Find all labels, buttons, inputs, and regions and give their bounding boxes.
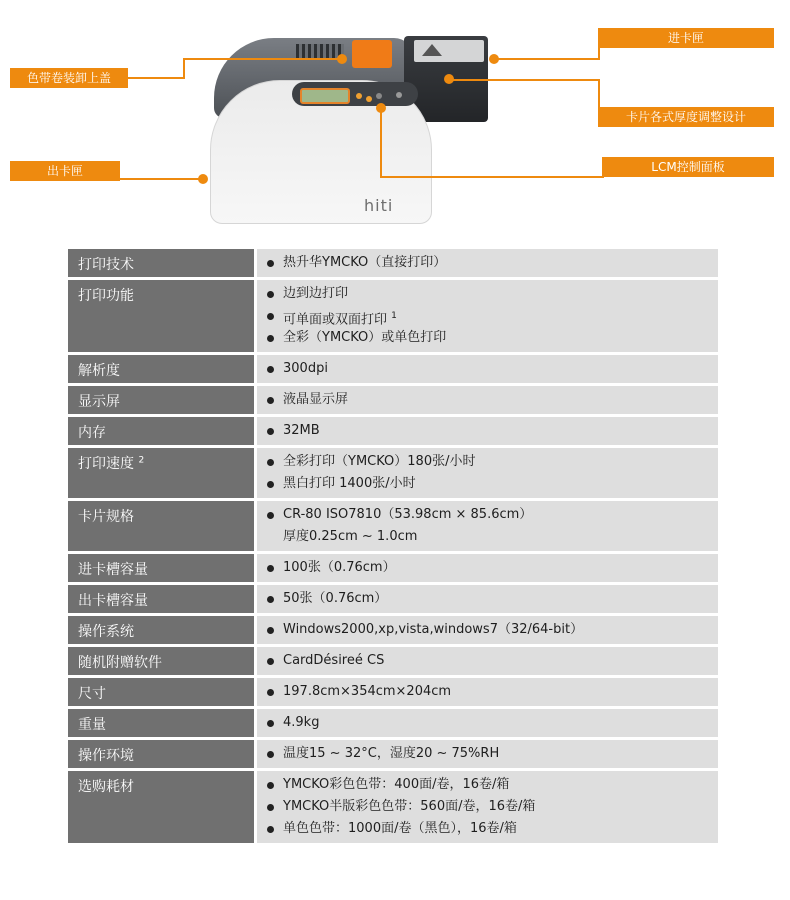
spec-label-cell bbox=[68, 386, 257, 414]
spec-label-cell bbox=[68, 616, 257, 644]
spec-value-line bbox=[267, 650, 710, 672]
panel-button-icon bbox=[376, 93, 382, 99]
leader-dot bbox=[337, 54, 347, 64]
spec-label: 卡片规格 bbox=[78, 509, 134, 525]
spec-label: 打印功能 bbox=[78, 288, 134, 304]
leader-line bbox=[450, 79, 600, 81]
spec-value-cell bbox=[257, 386, 718, 414]
spec-value-text: 温度15 ~ 32°C，湿度20 ~ 75%RH bbox=[283, 746, 500, 761]
product-figure bbox=[0, 0, 790, 232]
spec-value-cell bbox=[257, 554, 718, 582]
spec-row bbox=[68, 740, 718, 768]
callout-top-cover: 色带卷装卸上盖 bbox=[10, 68, 128, 88]
printer-logo: hiti bbox=[364, 196, 394, 215]
spec-value-text: 热升华YMCKO（直接打印） bbox=[283, 255, 447, 270]
spec-value-line bbox=[267, 557, 710, 579]
spec-row bbox=[68, 355, 718, 383]
spec-value-line bbox=[267, 473, 710, 495]
spec-value-line bbox=[267, 358, 710, 380]
feed-arrow-icon bbox=[422, 44, 442, 56]
spec-table bbox=[68, 246, 718, 846]
spec-label: 打印速度 bbox=[78, 456, 134, 472]
leader-line bbox=[380, 176, 604, 178]
spec-label-cell bbox=[68, 647, 257, 675]
spec-row bbox=[68, 249, 718, 277]
spec-value-line bbox=[267, 796, 710, 818]
spec-value-line bbox=[267, 420, 710, 442]
spec-label: 内存 bbox=[78, 425, 106, 441]
leader-dot bbox=[489, 54, 499, 64]
spec-value-cell bbox=[257, 647, 718, 675]
spec-value-cell bbox=[257, 709, 718, 737]
spec-label-footnote: 2 bbox=[138, 455, 145, 466]
spec-row bbox=[68, 448, 718, 498]
spec-row bbox=[68, 280, 718, 352]
spec-row bbox=[68, 678, 718, 706]
spec-value-line bbox=[267, 305, 710, 327]
spec-value-text: CardDésireé CS bbox=[283, 653, 385, 668]
spec-label-cell bbox=[68, 740, 257, 768]
leader-line bbox=[380, 108, 382, 178]
spec-label-cell bbox=[68, 771, 257, 843]
spec-row bbox=[68, 585, 718, 613]
callout-input-hopper: 进卡匣 bbox=[598, 28, 774, 48]
spec-value-cell bbox=[257, 585, 718, 613]
spec-value-line bbox=[267, 818, 710, 840]
spec-label: 进卡槽容量 bbox=[78, 562, 148, 578]
callout-output-hopper: 出卡匣 bbox=[10, 161, 120, 181]
spec-value-line bbox=[267, 712, 710, 734]
spec-value-cell bbox=[257, 417, 718, 445]
spec-value-line bbox=[267, 283, 710, 305]
spec-value-line bbox=[267, 588, 710, 610]
lcd-screen bbox=[300, 88, 350, 104]
spec-value-text: 可单面或双面打印 bbox=[283, 312, 388, 328]
spec-value-line bbox=[267, 451, 710, 473]
spec-label-cell bbox=[68, 280, 257, 352]
spec-value-cell bbox=[257, 678, 718, 706]
leader-line bbox=[183, 58, 339, 60]
callout-thickness-adjust: 卡片各式厚度调整设计 bbox=[598, 107, 774, 127]
spec-label-cell bbox=[68, 448, 257, 498]
spec-value-text: 197.8cm×354cm×204cm bbox=[283, 684, 452, 699]
spec-value-line bbox=[267, 743, 710, 765]
spec-value-text: 300dpi bbox=[283, 361, 328, 376]
spec-value-cell bbox=[257, 280, 718, 352]
spec-label-cell bbox=[68, 585, 257, 613]
spec-value-line bbox=[267, 389, 710, 411]
spec-label: 操作环境 bbox=[78, 748, 134, 764]
leader-line bbox=[183, 58, 185, 79]
spec-value-line bbox=[267, 619, 710, 641]
panel-led-icon bbox=[396, 92, 402, 98]
footnote-marker: 1 bbox=[391, 311, 397, 321]
leader-dot bbox=[444, 74, 454, 84]
spec-value-cell bbox=[257, 249, 718, 277]
spec-value-text: Windows2000,xp,vista,windows7（32/64-bit） bbox=[283, 622, 584, 637]
leader-dot bbox=[376, 103, 386, 113]
spec-value-text: 全彩打印（YMCKO）180张/小时 bbox=[283, 454, 476, 469]
spec-label: 操作系统 bbox=[78, 624, 134, 640]
leader-line bbox=[128, 77, 184, 79]
spec-row bbox=[68, 616, 718, 644]
spec-row bbox=[68, 709, 718, 737]
spec-label-cell bbox=[68, 709, 257, 737]
spec-value-text: 液晶显示屏 bbox=[283, 392, 349, 407]
spec-row bbox=[68, 417, 718, 445]
spec-label-cell bbox=[68, 417, 257, 445]
spec-value-text: 黑白打印 1400张/小时 bbox=[283, 476, 416, 491]
spec-value-line bbox=[267, 327, 710, 349]
spec-label: 尺寸 bbox=[78, 686, 106, 702]
spec-label: 出卡槽容量 bbox=[78, 593, 148, 609]
spec-value-cell bbox=[257, 355, 718, 383]
spec-label: 选购耗材 bbox=[78, 779, 134, 795]
spec-label-cell bbox=[68, 501, 257, 551]
spec-value-line bbox=[267, 681, 710, 703]
callout-lcm-panel: LCM控制面板 bbox=[602, 157, 774, 177]
spec-row bbox=[68, 554, 718, 582]
ribbon-latch bbox=[352, 40, 392, 68]
spec-row bbox=[68, 647, 718, 675]
spec-label-cell bbox=[68, 249, 257, 277]
spec-label: 重量 bbox=[78, 717, 106, 733]
spec-value-text: CR-80 ISO7810（53.98cm × 85.6cm） bbox=[283, 507, 533, 522]
spec-label-cell bbox=[68, 554, 257, 582]
spec-value-text: 4.9kg bbox=[283, 715, 320, 730]
spec-label: 随机附赠软件 bbox=[78, 655, 162, 671]
spec-value-line bbox=[267, 252, 710, 274]
spec-value-line bbox=[267, 774, 710, 796]
panel-button-icon bbox=[356, 93, 362, 99]
spec-row bbox=[68, 386, 718, 414]
spec-value-cell bbox=[257, 740, 718, 768]
leader-line bbox=[598, 79, 600, 109]
spec-label: 解析度 bbox=[78, 363, 120, 379]
leader-line bbox=[496, 58, 600, 60]
spec-value-text: 厚度0.25cm ~ 1.0cm bbox=[283, 529, 418, 544]
spec-value-text: YMCKO彩色色带：400面/卷，16卷/箱 bbox=[283, 777, 510, 792]
spec-value-text: 50张（0.76cm） bbox=[283, 591, 388, 606]
spec-label-cell bbox=[68, 678, 257, 706]
spec-value-cell bbox=[257, 448, 718, 498]
spec-label: 打印技术 bbox=[78, 257, 134, 273]
spec-value-text: 单色色带：1000面/卷（黑色），16卷/箱 bbox=[283, 821, 517, 836]
panel-button-icon bbox=[366, 96, 372, 102]
spec-value-line bbox=[267, 504, 710, 526]
spec-value-cell bbox=[257, 771, 718, 843]
leader-dot bbox=[198, 174, 208, 184]
spec-row bbox=[68, 771, 718, 843]
spec-table-body bbox=[68, 249, 718, 843]
spec-value-text: 32MB bbox=[283, 423, 320, 438]
leader-line bbox=[120, 178, 202, 180]
spec-value-line bbox=[267, 526, 710, 548]
spec-row bbox=[68, 501, 718, 551]
spec-label-cell bbox=[68, 355, 257, 383]
spec-value-text: 边到边打印 bbox=[283, 286, 349, 301]
spec-value-cell bbox=[257, 501, 718, 551]
spec-value-cell bbox=[257, 616, 718, 644]
spec-label: 显示屏 bbox=[78, 394, 120, 410]
spec-value-text: YMCKO半版彩色色带：560面/卷，16卷/箱 bbox=[283, 799, 536, 814]
spec-value-text: 全彩（YMCKO）或单色打印 bbox=[283, 330, 447, 345]
spec-value-text: 100张（0.76cm） bbox=[283, 560, 396, 575]
